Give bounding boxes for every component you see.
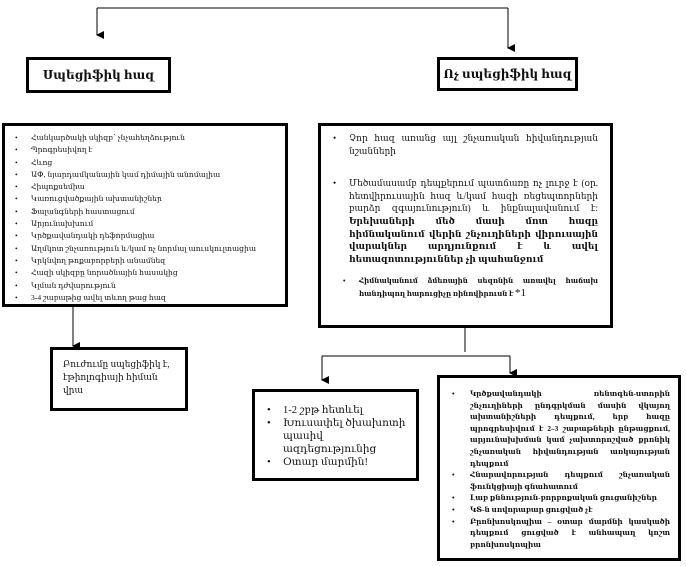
specific-signs-box [2,123,288,307]
list-item: • 1-2 շբթ հետևել [263,404,408,417]
list-item: • Կրծքավանդակի ռենտգեն-ստորին շնչուղիների ընդգրկման մասին վկայող ախտանիշների դեպքում, երբ հազը պրոգրեսիվում է 2–3 շաբաթների ընթացքում, արյունախխման կամ չախտորոշված քրոնիկ շնչառական հիվանդության առկայության դեպքում [448,388,670,469]
list-item: • Օտար մարմին! [263,456,408,469]
nonspecific-cough-header [437,57,578,91]
specific-signs-list [11,132,279,304]
investigations-list [448,388,670,550]
list-item: • Պրոգրեսիվող է [11,144,279,156]
footnote-mark: *1 [515,287,526,300]
specific-cough-header [26,57,171,93]
list-item: • Խուսափել ծխախոտի պասիվ ազդեցությունից [263,417,408,456]
list-item: • Կլման դժվարություն [11,280,279,292]
header-text: Սպեցիֆիկ հազ [42,67,155,82]
nonspecific-actions-box [252,389,419,481]
list-item: • Կրծքավանդակի դեֆորմացիա [11,230,279,242]
nonspecific-signs-box [318,123,613,328]
list-item: • Հանկարծակի սկիզբ՝ չնչահեղձություն [11,132,279,144]
specific-treatment-box [50,347,188,411]
list-item: • ԱՓ, նյարդամկանային կամ դիմային անոմալիա [11,169,279,181]
list-item: • Արյունախխում [11,218,279,230]
list-item: • Հևոց [11,157,279,169]
actions-list [263,404,408,469]
list-item [329,132,598,157]
treatment-text: Բուժումը սպեցիֆիկ է, էթիոլոգիայի հիման վրա [63,359,170,395]
header-text: Ոչ սպեցիֆիկ հազ [443,66,572,81]
item-text: Հիմնականում ձմեռային սեզոնին առավել հաճախ հանդիպող հարուցիչը ռինովիրուսն է [359,277,598,299]
list-item [329,177,598,265]
list-item-sub [339,275,598,300]
investigations-box [437,375,681,561]
list-item: • Հիպոքսեմիա [11,181,279,193]
list-item: • Հազի սկիզբը նորածնային հասակից [11,267,279,279]
list-item: • Ֆալանգների հաստացում [11,206,279,218]
item-text-bold: Երեխաների մեծ մասի մոտ հազը հիմնականում վերին շնչուղիների վիրուսային վարակներ արդյունքում է և ավել հետազոտություններ չի պահանջում [349,215,598,264]
split-connector [322,327,510,356]
list-item: • Լաբ քննություն-բորբոքական ցուցանիշներ [448,492,670,504]
list-item: • Աղմկոտ շնչառություն և/կամ ոչ նորմալ աուսկուլտացիա [11,243,279,255]
list-item: • ԿՏ-ն սովորաբար ցուցված չէ [448,504,670,516]
item-text: Մեծամասամբ դեպքերում պատճառը ոչ լուրջ է (օր. հետվիրուսային հազ և/կամ հազի ռեցեպտորների բարձր զգայունություն) և ինքնալավանում է: [349,178,598,214]
nonspecific-signs-list [329,132,598,300]
list-item: • Հնարավորության դեպքում շնչառական ֆունկցիայի գնահատում [448,469,670,492]
list-item: • 3-4 շաբաթից ավել տևող թաց հազ [11,292,279,304]
list-item: • Բրոնխոսկոպիա – օտար մարմնի կասկածի դեպքում ցուցված է անհապաղ կոշտ բրոնխոսկոպիա [448,516,670,551]
list-item: • Կրկնվող թոքաբորբերի անամնեզ [11,255,279,267]
item-text: Չոր հազ առանց այլ շնչառական հիվանդության նշանների [349,133,598,156]
list-item: • Կառուցվածքային ախտանիշներ [11,193,279,205]
